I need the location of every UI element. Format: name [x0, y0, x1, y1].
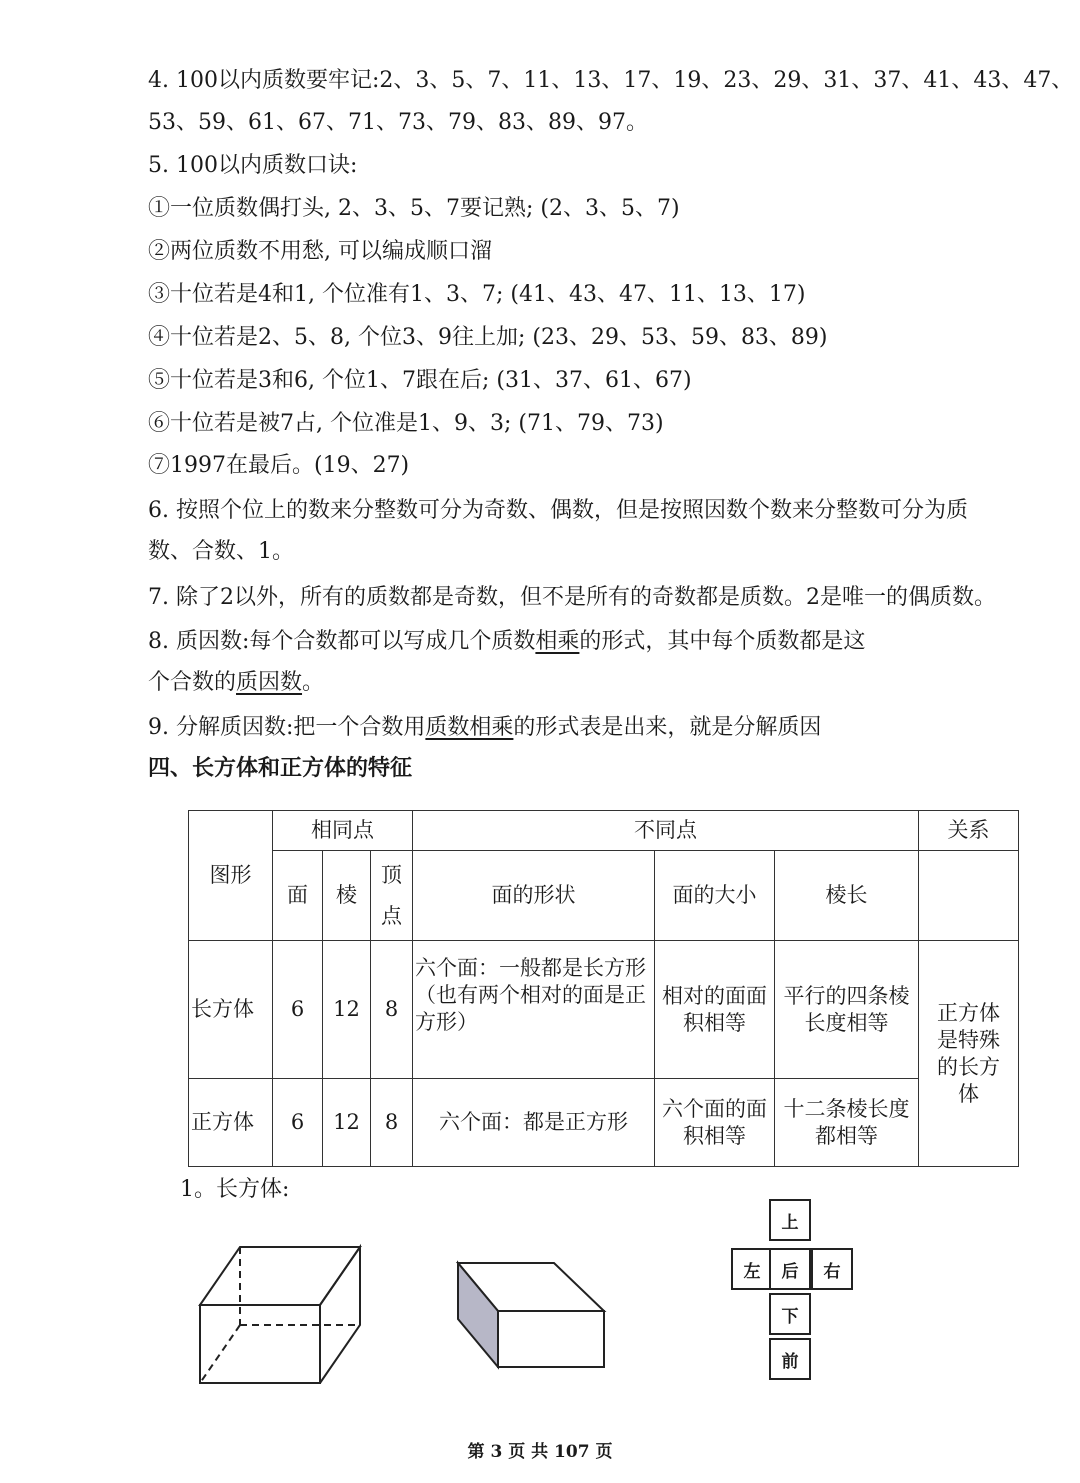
text-line-5: 5. 100以内质数口诀: [148, 153, 358, 178]
cuboid-top-face [200, 1247, 360, 1305]
net-face-back: 后 [769, 1248, 811, 1290]
text-8b-post: 。 [302, 670, 325, 695]
cuboid-faces: 6 [273, 941, 323, 1079]
section-heading: 四、长方体和正方体的特征 [148, 756, 413, 781]
cuboid-face-size: 相对的面面积相等 [655, 941, 775, 1079]
rhyme-line-7: ⑦1997在最后。(19、27) [148, 453, 410, 478]
cube-vertices: 8 [371, 1079, 413, 1167]
header-face: 面 [273, 851, 323, 941]
wireframe-cuboid-figure [190, 1235, 370, 1395]
net-face-front: 前 [769, 1338, 811, 1380]
header-edge-length: 棱长 [775, 851, 919, 941]
cube-edge-length: 十二条棱长度都相等 [775, 1079, 919, 1167]
text-8a-post: 的形式，其中每个质数都是这 [579, 629, 866, 654]
net-face-bottom: 下 [769, 1293, 811, 1335]
net-face-top: 上 [769, 1199, 811, 1241]
text-line-7: 7. 除了2以外，所有的质数都是奇数，但不是所有的奇数都是质数。2是唯一的偶质数。 [148, 585, 996, 610]
cube-edges: 12 [323, 1079, 371, 1167]
feature-table [188, 810, 1019, 1167]
rhyme-line-3: ③十位若是4和1, 个位准有1、3、7; (41、43、47、11、13、17) [148, 282, 806, 307]
cuboid-edge-length: 平行的四条棱长度相等 [775, 941, 919, 1079]
header-face-shape: 面的形状 [413, 851, 655, 941]
relation-text: 正方体是特殊的长方体 [919, 941, 1019, 1167]
text-line-9 [148, 713, 821, 743]
cube-faces: 6 [273, 1079, 323, 1167]
rhyme-line-4: ④十位若是2、5、8, 个位3、9往上加; (23、29、53、59、83、89) [148, 325, 828, 350]
cube-name: 正方体 [189, 1079, 273, 1167]
solid-block-figure [450, 1255, 615, 1375]
rhyme-line-5: ⑤十位若是3和6, 个位1、7跟在后; (31、37、61、67) [148, 368, 692, 393]
text-9-underline: 质数相乘 [425, 715, 514, 740]
net-face-right: 右 [811, 1248, 853, 1290]
cuboid-edges: 12 [323, 941, 371, 1079]
header-vertex-1: 顶 [381, 862, 402, 887]
header-shape: 图形 [189, 811, 273, 941]
text-8b-pre: 个合数的 [148, 670, 237, 695]
text-line-4a: 4. 100以内质数要牢记:2、3、5、7、11、13、17、19、23、29、31、37、41、43、47、 [148, 68, 1074, 93]
cuboid-front-face [200, 1305, 320, 1383]
text-9-post: 的形式表是出来，就是分解质因 [513, 715, 822, 740]
header-diff: 不同点 [413, 811, 919, 851]
hidden-edge-diagonal [200, 1325, 240, 1383]
cuboid-vertices: 8 [371, 941, 413, 1079]
text-8b-underline: 质因数 [236, 670, 303, 695]
page-footer: 第 3 页 共 107 页 [467, 1442, 613, 1462]
header-vertex [371, 851, 413, 941]
cube-face-size: 六个面的面积相等 [655, 1079, 775, 1167]
text-8a-underline: 相乘 [535, 629, 580, 654]
header-vertex-2: 点 [381, 903, 402, 928]
rhyme-line-6: ⑥十位若是被7占, 个位准是1、9、3; (71、79、73) [148, 411, 664, 436]
net-face-left: 左 [731, 1248, 773, 1290]
header-face-size: 面的大小 [655, 851, 775, 941]
rhyme-line-2: ②两位质数不用愁, 可以编成顺口溜 [148, 239, 492, 264]
cuboid-name: 长方体 [189, 941, 273, 1079]
text-line-6a: 6. 按照个位上的数来分整数可分为奇数、偶数，但是按照因数个数来分整数可分为质 [148, 498, 968, 523]
rhyme-line-1: ①一位质数偶打头, 2、3、5、7要记熟; (2、3、5、7) [148, 196, 680, 221]
cuboid-side-face [320, 1247, 360, 1383]
text-line-8a [148, 627, 865, 657]
text-line-4b: 53、59、61、67、71、73、79、83、89、97。 [148, 110, 648, 135]
header-same: 相同点 [273, 811, 413, 851]
header-relation-blank [919, 851, 1019, 941]
text-line-6b: 数、合数、1。 [148, 539, 294, 564]
text-8a-pre: 8. 质因数:每个合数都可以写成几个质数 [148, 629, 536, 654]
text-line-8b [148, 668, 324, 698]
block-front-face [498, 1311, 604, 1367]
header-relation: 关系 [919, 811, 1019, 851]
cuboid-caption: 1。长方体: [180, 1177, 290, 1202]
cube-face-shape: 六个面：都是正方形 [413, 1079, 655, 1167]
text-9-pre: 9. 分解质因数:把一个合数用 [148, 715, 426, 740]
header-edge: 棱 [323, 851, 371, 941]
cuboid-face-shape: 六个面：一般都是长方形（也有两个相对的面是正方形） [413, 941, 655, 1079]
